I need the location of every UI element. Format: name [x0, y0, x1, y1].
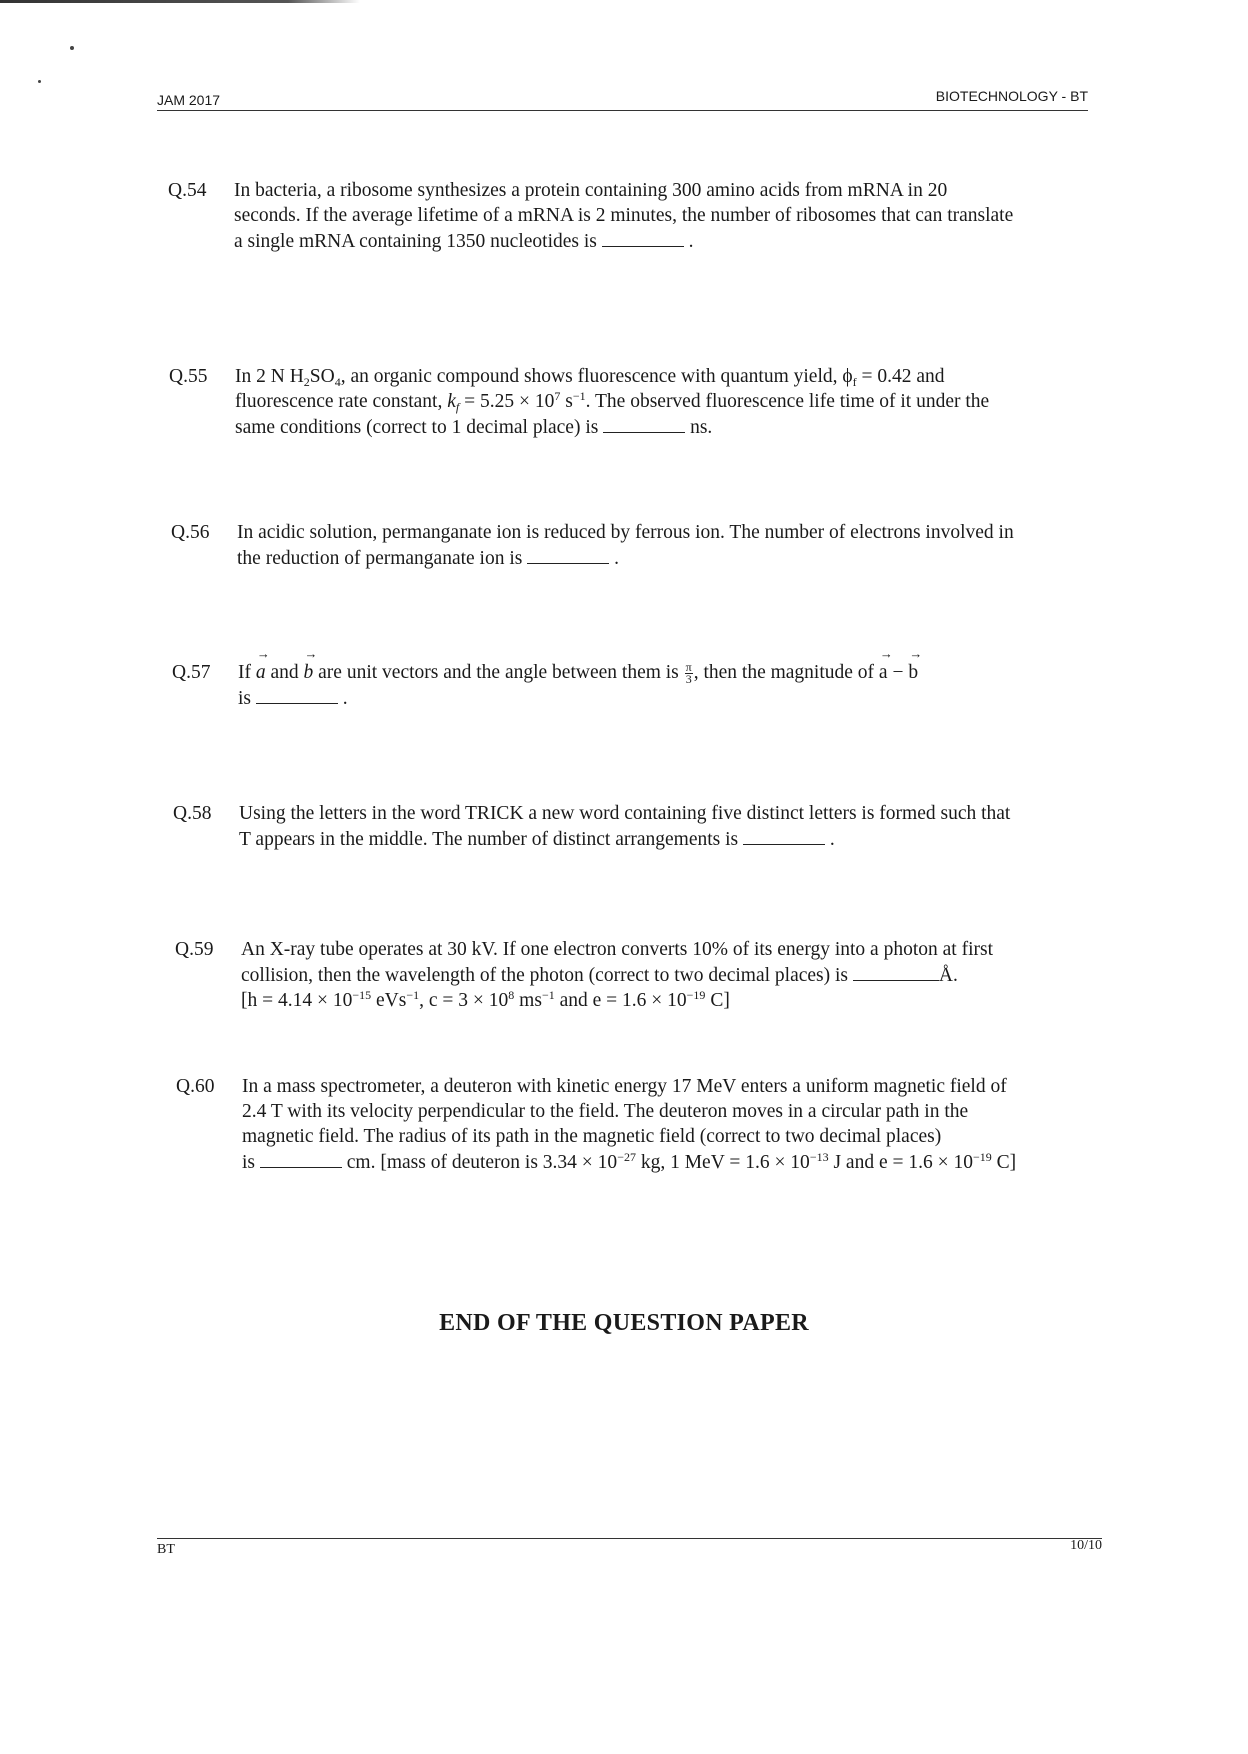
text-run: SO — [309, 366, 335, 387]
answer-blank — [527, 545, 609, 564]
question-number: Q.58 — [173, 803, 212, 824]
fraction-denominator: 3 — [685, 672, 692, 687]
page-header — [157, 88, 1088, 111]
vector-b — [303, 646, 318, 685]
vector-a — [878, 646, 893, 685]
question-number: Q.59 — [175, 939, 214, 960]
question-line: seconds. If the average lifetime of a mRNA is 2 minutes, the number of ribosomes that can translate — [234, 205, 1014, 226]
vector-arrow-icon: → — [256, 646, 270, 661]
text-run: collision, then the wavelength of the photon (correct to two decimal places) is — [241, 965, 849, 986]
text-run: = 5.25 × 10 — [459, 391, 555, 412]
question-line: Using the letters in the word TRICK a new word containing five distinct letters is formed such that — [239, 803, 1011, 824]
subscript: f — [852, 375, 857, 389]
answer-blank — [743, 826, 825, 845]
scan-edge-mark — [0, 0, 360, 3]
superscript: −1 — [541, 988, 555, 1002]
text-run: are unit vectors and the angle between them is — [313, 662, 684, 683]
vector-letter: a — [255, 662, 266, 683]
superscript: 8 — [508, 988, 515, 1002]
vector-b — [908, 646, 923, 685]
text-run: kg, 1 MeV = 1.6 × 10 — [635, 1152, 810, 1173]
text-run: J and e = 1.6 × 10 — [828, 1152, 973, 1173]
page-footer — [157, 1538, 1102, 1557]
line-end: . — [688, 231, 694, 252]
vector-letter: b — [908, 662, 919, 683]
k-symbol: k — [447, 391, 456, 412]
question-line: 2.4 T with its velocity perpendicular to the field. The deuteron moves in a circular path in the — [242, 1101, 969, 1122]
fraction-numerator: π — [685, 660, 692, 675]
question-text — [238, 646, 1078, 711]
superscript: −13 — [809, 1150, 829, 1164]
end-of-paper-title: END OF THE QUESTION PAPER — [439, 1310, 809, 1336]
question-text — [241, 937, 1081, 1013]
line-end: . — [829, 829, 835, 850]
exam-name: JAM 2017 — [157, 92, 221, 108]
superscript: −15 — [352, 988, 372, 1002]
text-run: cm. [mass of deuteron is 3.34 × 10 — [346, 1152, 618, 1173]
text-run: If — [238, 662, 256, 683]
question-line — [239, 826, 1079, 852]
text-run: ms — [514, 990, 542, 1011]
text-run: and — [265, 662, 304, 683]
superscript: −27 — [617, 1150, 636, 1164]
question-line-text: a single mRNA containing 1350 nucleotides is — [234, 231, 597, 252]
superscript: 7 — [554, 389, 561, 403]
answer-blank — [603, 414, 685, 433]
text-run: = 0.42 and — [856, 366, 945, 387]
paper-subject: BIOTECHNOLOGY - BT — [935, 88, 1088, 104]
vector-letter: b — [303, 662, 314, 683]
question-line — [235, 414, 1075, 440]
question-line: In acidic solution, permanganate ion is reduced by ferrous ion. The number of electrons involved in — [237, 522, 1014, 543]
text-run: eVs — [371, 990, 407, 1011]
minus-sign: − — [887, 662, 909, 683]
line-end: . — [614, 548, 619, 569]
subscript: f — [455, 400, 460, 414]
question-line — [237, 545, 1077, 571]
answer-blank — [602, 228, 684, 247]
text-run: is — [238, 688, 252, 710]
question-number: Q.56 — [171, 522, 210, 543]
question-line — [234, 228, 1074, 254]
question-line: In a mass spectrometer, a deuteron with kinetic energy 17 MeV enters a uniform magnetic field of — [242, 1076, 1007, 1097]
question-line: In bacteria, a ribosome synthesizes a protein containing 300 amino acids from mRNA in 20 — [234, 180, 948, 201]
scan-speck — [38, 80, 41, 83]
text-run: C] — [705, 990, 730, 1011]
question-text — [235, 364, 1075, 440]
text-run: . The observed fluorescence life time of it under the — [585, 391, 990, 412]
text-run: C] — [991, 1152, 1017, 1173]
text-run: T appears in the middle. The number of distinct arrangements is — [239, 829, 739, 850]
subscript: 4 — [334, 375, 341, 389]
question-line — [242, 1149, 1082, 1175]
phi-symbol: ϕ — [842, 366, 853, 387]
text-run: In 2 N H — [235, 366, 304, 387]
question-text — [234, 178, 1074, 254]
question-line — [238, 685, 1078, 711]
question-line — [238, 646, 1078, 687]
question-number: Q.57 — [172, 662, 211, 683]
question-text — [237, 520, 1077, 571]
superscript: −19 — [973, 1150, 992, 1164]
text-run: same conditions (correct to 1 decimal place) is — [235, 417, 599, 438]
subscript: 2 — [303, 375, 310, 389]
text-run: is — [242, 1152, 256, 1173]
superscript: −1 — [406, 988, 420, 1002]
superscript: −1 — [572, 389, 586, 403]
answer-blank — [260, 1149, 342, 1168]
answer-unit: ns. — [690, 417, 713, 438]
footer-paper-code: BT — [157, 1542, 175, 1557]
question-line — [241, 962, 1081, 988]
question-number: Q.60 — [176, 1076, 215, 1097]
text-run: s — [560, 391, 573, 412]
answer-unit: Å. — [938, 965, 958, 986]
page-number: 10/10 — [1070, 1538, 1102, 1553]
question-line: magnetic field. The radius of its path in the magnetic field (correct to two decimal places) — [242, 1126, 942, 1147]
vector-letter: a — [878, 662, 888, 683]
question-line — [235, 364, 1075, 389]
fraction-pi-over-3 — [685, 662, 693, 685]
question-line — [241, 988, 1081, 1013]
question-number: Q.54 — [168, 180, 207, 201]
text-run: fluorescence rate constant, — [235, 391, 448, 412]
vector-arrow-icon: → — [879, 646, 893, 661]
vector-a — [255, 646, 270, 685]
vector-arrow-icon: → — [304, 646, 318, 661]
question-text — [239, 801, 1079, 852]
text-run: , c = 3 × 10 — [419, 990, 509, 1011]
vector-arrow-icon: → — [909, 646, 923, 661]
scan-speck — [70, 46, 74, 50]
question-line: An X-ray tube operates at 30 kV. If one electron converts 10% of its energy into a photon at first — [241, 939, 993, 960]
question-text — [242, 1074, 1082, 1175]
text-run: and e = 1.6 × 10 — [554, 990, 687, 1011]
line-end: . — [342, 688, 348, 710]
text-run: , an organic compound shows fluorescence with quantum yield, — [340, 366, 843, 387]
answer-blank — [256, 685, 338, 704]
text-run: the reduction of permanganate ion is — [237, 548, 523, 569]
text-run: [h = 4.14 × 10 — [241, 990, 353, 1011]
question-number: Q.55 — [169, 366, 208, 387]
superscript: −19 — [686, 988, 706, 1002]
text-run: , then the magnitude of — [693, 662, 879, 683]
question-line — [235, 389, 1075, 414]
answer-blank — [853, 962, 939, 981]
